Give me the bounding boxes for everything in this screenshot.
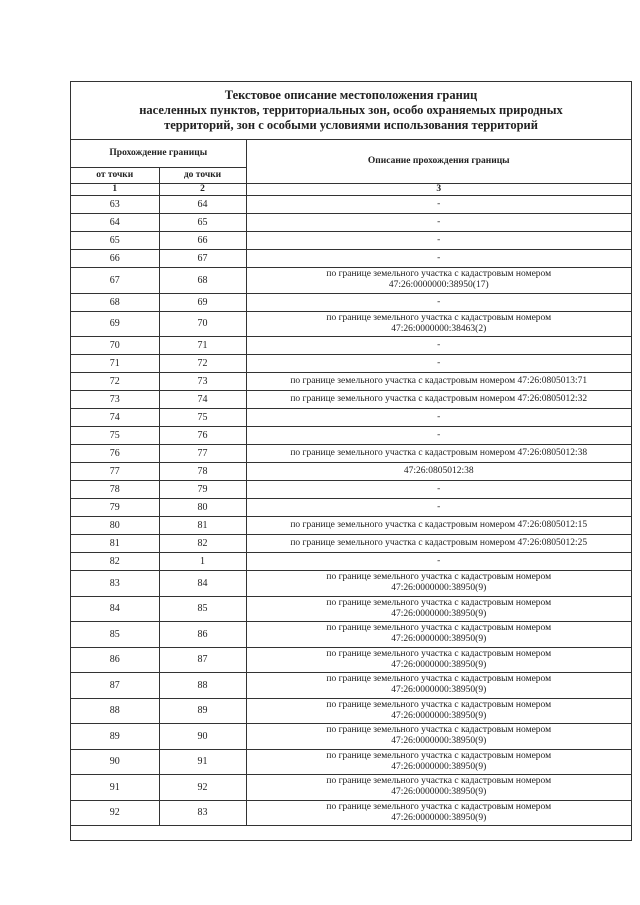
cadastral-number-line: 47:26:0000000:38950(17)	[388, 280, 489, 291]
from-point-cell: 64	[71, 214, 159, 232]
cadastral-number-line: 47:26:0000000:38950(9)	[391, 787, 487, 798]
to-point-cell: 73	[159, 373, 246, 391]
from-point-cell: 79	[71, 499, 159, 517]
description-cell	[246, 553, 631, 571]
description-cell	[246, 391, 631, 409]
from-point-cell: 72	[71, 373, 159, 391]
from-point-cell: 68	[71, 293, 159, 311]
description-line: -	[437, 235, 441, 245]
empty-cell	[246, 826, 631, 843]
cadastral-number-line: 47:26:0000000:38950(9)	[391, 608, 487, 619]
description-cell	[246, 232, 631, 250]
description-line: по границе земельного участка с кадастровым номером 47:26:0805012:15	[290, 520, 588, 530]
description-cell	[246, 214, 631, 232]
description-line: -	[437, 556, 441, 566]
description-cell	[246, 535, 631, 553]
document-page	[70, 81, 632, 841]
to-point-cell: 1	[159, 553, 246, 571]
table-row	[71, 749, 631, 775]
description-cell	[246, 673, 631, 699]
empty-cell	[71, 826, 159, 843]
description-line: по границе земельного участка с кадастровым номером 47:26:0805012:32	[290, 394, 588, 404]
cadastral-number-line: 47:26:0000000:38950(9)	[391, 583, 487, 594]
table-row	[71, 214, 631, 232]
description-line: по границе земельного участка с кадастровым номером	[326, 801, 552, 812]
to-point-cell: 69	[159, 293, 246, 311]
table-row	[71, 517, 631, 535]
from-point-cell: 71	[71, 355, 159, 373]
title-line-1: Текстовое описание местоположения границ	[224, 88, 478, 102]
to-point-cell: 70	[159, 311, 246, 337]
description-line: -	[437, 502, 441, 512]
header-from-point: от точки	[71, 168, 159, 184]
from-point-cell: 76	[71, 445, 159, 463]
table-row	[71, 268, 631, 294]
description-line: по границе земельного участка с кадастровым номером	[326, 648, 552, 659]
description-line: по границе земельного участка с кадастровым номером 47:26:0805013:71	[290, 376, 588, 386]
from-point-cell: 69	[71, 311, 159, 337]
cadastral-number-line: 47:26:0000000:38950(9)	[391, 710, 487, 721]
table-row	[71, 724, 631, 750]
description-cell	[246, 749, 631, 775]
from-point-cell: 63	[71, 196, 159, 214]
header-col-number-2: 2	[159, 184, 246, 196]
to-point-cell: 90	[159, 724, 246, 750]
description-line: по границе земельного участка с кадастровым номером	[326, 699, 552, 710]
from-point-cell: 65	[71, 232, 159, 250]
table-row	[71, 409, 631, 427]
description-cell	[246, 481, 631, 499]
table-row	[71, 373, 631, 391]
cadastral-number-line: 47:26:0000000:38463(2)	[391, 323, 487, 334]
table-row	[71, 250, 631, 268]
from-point-cell: 86	[71, 647, 159, 673]
description-cell	[246, 463, 631, 481]
description-cell	[246, 427, 631, 445]
to-point-cell: 84	[159, 571, 246, 597]
to-point-cell: 77	[159, 445, 246, 463]
to-point-cell: 85	[159, 596, 246, 622]
from-point-cell: 77	[71, 463, 159, 481]
description-line: по границе земельного участка с кадастровым номером	[326, 776, 552, 787]
description-line: по границе земельного участка с кадастровым номером 47:26:0805012:25	[290, 538, 588, 548]
description-cell	[246, 445, 631, 463]
description-cell	[246, 775, 631, 801]
table-row	[71, 232, 631, 250]
description-cell	[246, 196, 631, 214]
from-point-cell: 92	[71, 800, 159, 826]
to-point-cell: 80	[159, 499, 246, 517]
document-title	[71, 82, 631, 140]
to-point-cell: 72	[159, 355, 246, 373]
table-row	[71, 463, 631, 481]
from-point-cell: 78	[71, 481, 159, 499]
description-cell	[246, 250, 631, 268]
description-line: -	[437, 430, 441, 440]
description-line: -	[437, 217, 441, 227]
table-row	[71, 427, 631, 445]
header-col-number-1: 1	[71, 184, 159, 196]
to-point-cell: 81	[159, 517, 246, 535]
description-line: -	[437, 340, 441, 350]
description-cell	[246, 596, 631, 622]
to-point-cell: 79	[159, 481, 246, 499]
description-line: -	[437, 253, 441, 263]
from-point-cell: 91	[71, 775, 159, 801]
to-point-cell: 78	[159, 463, 246, 481]
description-line: по границе земельного участка с кадастровым номером	[326, 312, 552, 323]
description-cell	[246, 311, 631, 337]
table-row	[71, 355, 631, 373]
from-point-cell: 67	[71, 268, 159, 294]
description-cell	[246, 337, 631, 355]
to-point-cell: 71	[159, 337, 246, 355]
from-point-cell: 73	[71, 391, 159, 409]
table-row	[71, 445, 631, 463]
to-point-cell: 76	[159, 427, 246, 445]
header-passage: Прохождение границы	[71, 140, 246, 168]
table-body	[71, 196, 631, 843]
from-point-cell: 81	[71, 535, 159, 553]
to-point-cell: 88	[159, 673, 246, 699]
title-line-2: населенных пунктов, территориальных зон, особо охраняемых природных	[139, 103, 563, 117]
to-point-cell: 86	[159, 622, 246, 648]
table-row	[71, 481, 631, 499]
cadastral-number-line: 47:26:0000000:38950(9)	[391, 634, 487, 645]
to-point-cell: 89	[159, 698, 246, 724]
table-row	[71, 698, 631, 724]
description-cell	[246, 268, 631, 294]
to-point-cell: 66	[159, 232, 246, 250]
from-point-cell: 90	[71, 749, 159, 775]
from-point-cell: 83	[71, 571, 159, 597]
boundary-table	[71, 140, 631, 842]
table-row	[71, 391, 631, 409]
description-cell	[246, 622, 631, 648]
table-row	[71, 311, 631, 337]
table-row	[71, 673, 631, 699]
description-cell	[246, 800, 631, 826]
to-point-cell: 83	[159, 800, 246, 826]
description-line: по границе земельного участка с кадастровым номером	[326, 572, 552, 583]
table-row	[71, 647, 631, 673]
description-cell	[246, 647, 631, 673]
from-point-cell: 88	[71, 698, 159, 724]
description-cell	[246, 409, 631, 427]
table-row	[71, 775, 631, 801]
table-row	[71, 499, 631, 517]
description-line: 47:26:0805012:38	[403, 466, 474, 476]
to-point-cell: 82	[159, 535, 246, 553]
header-description: Описание прохождения границы	[246, 140, 631, 184]
to-point-cell: 91	[159, 749, 246, 775]
from-point-cell: 89	[71, 724, 159, 750]
cadastral-number-line: 47:26:0000000:38950(9)	[391, 761, 487, 772]
description-cell	[246, 698, 631, 724]
to-point-cell: 68	[159, 268, 246, 294]
table-row	[71, 800, 631, 826]
description-line: -	[437, 199, 441, 209]
description-cell	[246, 571, 631, 597]
to-point-cell: 92	[159, 775, 246, 801]
description-cell	[246, 517, 631, 535]
description-line: -	[437, 296, 441, 307]
description-line: по границе земельного участка с кадастровым номером	[326, 674, 552, 685]
from-point-cell: 80	[71, 517, 159, 535]
description-cell	[246, 724, 631, 750]
description-cell	[246, 355, 631, 373]
to-point-cell: 75	[159, 409, 246, 427]
description-line: по границе земельного участка с кадастровым номером	[326, 269, 552, 280]
from-point-cell: 70	[71, 337, 159, 355]
header-to-point: до точки	[159, 168, 246, 184]
table-row	[71, 337, 631, 355]
table-row	[71, 596, 631, 622]
from-point-cell: 84	[71, 596, 159, 622]
description-line: по границе земельного участка с кадастровым номером	[326, 597, 552, 608]
description-line: -	[437, 412, 441, 422]
cadastral-number-line: 47:26:0000000:38950(9)	[391, 736, 487, 747]
from-point-cell: 75	[71, 427, 159, 445]
header-col-number-3: 3	[246, 184, 631, 196]
from-point-cell: 66	[71, 250, 159, 268]
to-point-cell: 74	[159, 391, 246, 409]
to-point-cell: 87	[159, 647, 246, 673]
table-row	[71, 293, 631, 311]
from-point-cell: 87	[71, 673, 159, 699]
empty-cell	[159, 826, 246, 843]
description-line: по границе земельного участка с кадастровым номером	[326, 623, 552, 634]
to-point-cell: 67	[159, 250, 246, 268]
description-line: -	[437, 484, 441, 494]
to-point-cell: 64	[159, 196, 246, 214]
empty-row	[71, 826, 631, 843]
table-row	[71, 196, 631, 214]
from-point-cell: 85	[71, 622, 159, 648]
description-line: по границе земельного участка с кадастровым номером	[326, 750, 552, 761]
description-cell	[246, 373, 631, 391]
table-row	[71, 535, 631, 553]
from-point-cell: 82	[71, 553, 159, 571]
title-line-3: территорий, зон с особыми условиями использования территорий	[164, 118, 538, 132]
cadastral-number-line: 47:26:0000000:38950(9)	[391, 659, 487, 670]
description-line: по границе земельного участка с кадастровым номером	[326, 725, 552, 736]
table-row	[71, 622, 631, 648]
description-cell	[246, 499, 631, 517]
to-point-cell: 65	[159, 214, 246, 232]
description-line: -	[437, 358, 441, 368]
table-row	[71, 571, 631, 597]
table-row	[71, 553, 631, 571]
description-line: по границе земельного участка с кадастровым номером 47:26:0805012:38	[290, 448, 588, 458]
from-point-cell: 74	[71, 409, 159, 427]
cadastral-number-line: 47:26:0000000:38950(9)	[391, 685, 487, 696]
cadastral-number-line: 47:26:0000000:38950(9)	[391, 812, 487, 823]
description-cell	[246, 293, 631, 311]
